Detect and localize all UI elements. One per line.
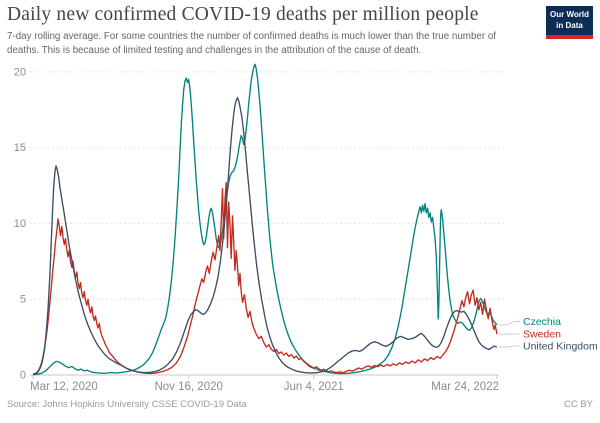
page-title: Daily new confirmed COVID-19 deaths per million people xyxy=(7,4,479,25)
y-tick-label: 5 xyxy=(19,293,26,306)
series-line-united-kingdom[interactable] xyxy=(33,98,497,375)
chart-subtitle: 7-day rolling average. For some countries the number of confirmed deaths is much lower than the true number of deaths. This is because of limited testing and challenges in the attribution of the cause of death. xyxy=(7,31,497,56)
legend-label-czechia[interactable]: Czechia xyxy=(523,316,561,328)
x-tick-label: Mar 24, 2022 xyxy=(431,381,499,393)
y-tick-label: 10 xyxy=(13,217,26,230)
legend-label-sweden[interactable]: Sweden xyxy=(523,328,561,341)
y-tick-label: 0 xyxy=(19,369,26,382)
x-tick-label: Jun 4, 2021 xyxy=(283,381,344,393)
x-tick-label: Nov 16, 2020 xyxy=(154,381,223,393)
legend-connector-czechia xyxy=(499,322,520,325)
owid-logo-text: Our World in Data xyxy=(550,10,589,30)
y-tick-label: 15 xyxy=(13,142,26,155)
y-tick-label: 20 xyxy=(13,66,26,79)
legend-connector-united-kingdom xyxy=(499,346,520,347)
source-note: Source: Johns Hopkins University CSSE COVID-19 Data xyxy=(7,399,247,410)
legend-label-united-kingdom[interactable]: United Kingdom xyxy=(523,340,598,353)
license-link[interactable]: CC BY xyxy=(563,399,593,410)
series-line-czechia[interactable] xyxy=(33,64,497,374)
x-tick-label: Mar 12, 2020 xyxy=(30,381,98,393)
